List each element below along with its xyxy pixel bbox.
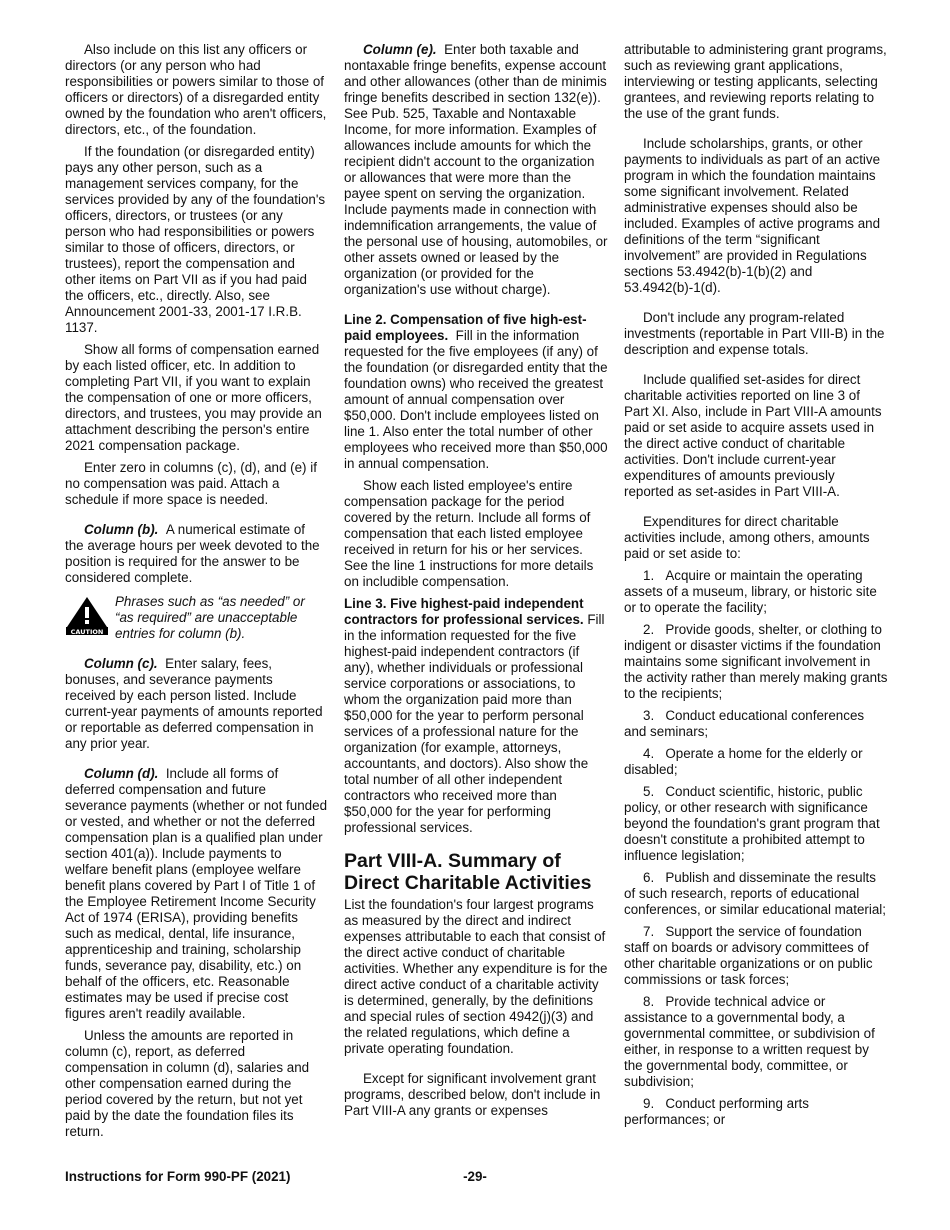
column-b-text: A numerical estimate of the average hours per week devoted to the position is required for the answer to be considered complete. [65, 522, 320, 585]
list-item: 5. Conduct scientific, historic, public policy, or other research with significance beyond the foundation's grant program that doesn't constitute a prohibited attempt to influence legislation; [624, 784, 880, 863]
paragraph: Expenditures for direct charitable activities include, among others, amounts paid or set aside to: [624, 514, 870, 561]
column-d-text: Include all forms of deferred compensation and future severance payments (whether or not funded or vested, and whether or not the deferred compensation plan is a qualified plan under section 401(a)). Include payments to welfare benefit plans (employee welfare benefit plans covered by Part I of Title 1 of the Employee Retirement Income Security Act of 1974 (ERISA), providing benefits such as medical, dental, life insurance, apprenticeship and training, scholarship funds, severance pay, disability, etc.) on behalf of the officers, etc. Reasonable estimates may be used if precise cost figures aren't readily available. [65, 766, 328, 1021]
line-2-text: Fill in the information requested for the five employees (if any) of the foundation (or disregarded entity that the foundation owns) who received the greatest amount of annual compensation over $50,000. Don't include employees listed on line 1. Also enter the total number of other employees who received more than $50,000 in annual compensation. [344, 328, 608, 471]
column-d-paragraph [65, 766, 327, 1022]
column-b-paragraph [65, 522, 327, 586]
caution-note [65, 594, 327, 642]
list-item: 8. Provide technical advice or assistance to a governmental body, a governmental committee, or subdivision of either, in response to a written request by the governmental body, committee, or subdivision; [624, 994, 875, 1089]
column-c-paragraph [65, 656, 327, 752]
paragraph: attributable to administering grant programs, such as reviewing grant applications, interviewing or testing applicants, selecting grantees, and reviewing reports relating to the use of the grant funds. [624, 42, 887, 121]
list-item: 6. Publish and disseminate the results of such research, reports of educational conferences, or similar educational material; [624, 870, 886, 917]
paragraph: Unless the amounts are reported in column (c), report, as deferred compensation in column (d), salaries and other compensation earned during the period covered by the return, but not yet paid by the date the foundation files its return. [65, 1028, 310, 1139]
paragraph: If the foundation (or disregarded entity) pays any other person, such as a management services company, for the services provided by any of the foundation's officers, directors, or trustees (or any person who had responsibilities or powers similar to those of officers, directors, or trustees), report the compensation and other items on Part VII as if you had paid the officers, etc., directly. Also, see Announcement 2001-33, 2001-17 I.R.B. 1137. [65, 144, 326, 335]
column-e-text: Enter both taxable and nontaxable fringe benefits, expense account and other allowances (other than de minimis fringe benefits described in section 132(e)). See Pub. 525, Taxable and Nontaxable Income, for more information. Examples of allowances include amounts for which the recipient didn't account to the organization or allowances that were more than the payee spent on serving the organization. Include payments made in connection with indemnification arrangements, the value of the personal use of housing, automobiles, or other assets owned or leased by the organization (or provided for the organization's use without charge). [344, 42, 608, 297]
list-item: 2. Provide goods, shelter, or clothing to indigent or disaster victims if the foundation maintains some significant involvement in the activity rather than merely making grants to the recipients; [624, 622, 888, 701]
caution-text: Phrases such as “as needed” or “as required” are unacceptable entries for column (b). [115, 594, 305, 641]
paragraph: Show each listed employee's entire compensation package for the period covered by the return. Include all forms of compensation that each listed employee received in return for his or her services. See the line 1 instructions for more details on includible compensation. [344, 478, 594, 589]
list-item: 7. Support the service of foundation staff on boards or advisory committees of other charitable organizations or on public commissions or task forces; [624, 924, 873, 987]
paragraph: List the foundation's four largest programs as measured by the direct and indirect expenses attributable to each that consist of the direct active conduct of charitable activities. Whether any expenditure is for the direct active conduct of a charitable activity is determined, generally, by the definitions and special rules of section 4942(j)(3) and the related regulations, which define a private operating foundation. [344, 897, 608, 1056]
column-e-lead: Column (e). [363, 42, 437, 57]
column-left [65, 42, 327, 1146]
line-3-lead: Line 3. Five highest-paid independent contractors for professional services. [344, 596, 584, 627]
paragraph: Include qualified set-asides for direct charitable activities reported on line 3 of Part XI. Also, include in Part VIII-A amounts paid or set aside to acquire assets used in the direct active conduct of charitable activities. Don't include current-year expenditures of amounts previously reported as set-asides in Part VIII-A. [624, 372, 882, 499]
paragraph: Show all forms of compensation earned by each listed officer, etc. In addition to completing Part VII, if you want to explain the compensation of one or more officers, directors, and trustees, you may provide an attachment describing the person's entire 2021 compensation package. [65, 342, 322, 453]
column-middle [344, 42, 608, 1125]
page-number: -29- [463, 1169, 487, 1184]
column-c-lead: Column (c). [84, 656, 158, 671]
paragraph: Enter zero in columns (c), (d), and (e) if no compensation was paid. Attach a schedule if more space is needed. [65, 460, 317, 507]
part-viii-a-heading: Part VIII-A. Summary of Direct Charitable Activities [344, 850, 592, 894]
paragraph: Except for significant involvement grant programs, described below, don't include in Part VIII-A any grants or expenses [344, 1071, 601, 1118]
form-title-footer: Instructions for Form 990-PF (2021) [65, 1169, 291, 1184]
caution-label: CAUTION [70, 627, 104, 636]
list-item: 1. Acquire or maintain the operating assets of a museum, library, or historic site or to operate the facility; [624, 568, 877, 615]
paragraph: Don't include any program-related investments (reportable in Part VIII-B) in the description and expense totals. [624, 310, 885, 357]
line-3-paragraph [344, 596, 608, 836]
column-e-paragraph [344, 42, 608, 298]
list-item: 3. Conduct educational conferences and seminars; [624, 708, 865, 739]
list-item: 9. Conduct performing arts performances; or [624, 1096, 809, 1127]
column-b-lead: Column (b). [84, 522, 159, 537]
paragraph: Include scholarships, grants, or other payments to individuals as part of an active program in which the foundation maintains some significant involvement. Related administrative expenses should also be included. Examples of active programs and definitions of the term “significant involvement” are provided in Regulations sections 53.4942(b)-1(b)(2) and 53.4942(b)-1(d). [624, 136, 881, 295]
line-2-lead: Line 2. Compensation of five high-est-paid employees. [344, 312, 587, 343]
line-2-paragraph [344, 312, 608, 472]
line-3-text: Fill in the information requested for the five highest-paid independent contractors (if any), whether individuals or professional service corporations or associations, to whom the organization paid more than $50,000 for the year to perform personal services of a professional nature for the organization (for example, attorneys, accountants, and doctors). Also show the total number of all other independent contractors who received more than $50,000 for the year for performing professional services. [344, 612, 605, 835]
column-c-text: Enter salary, fees, bonuses, and severance payments received by each person listed. Include current-year payments of amounts reported or reportable as deferred compensation in any prior year. [65, 656, 323, 751]
caution-icon [65, 596, 109, 636]
column-right [624, 42, 888, 1134]
list-item: 4. Operate a home for the elderly or disabled; [624, 746, 863, 777]
column-d-lead: Column (d). [84, 766, 159, 781]
paragraph: Also include on this list any officers or directors (or any person who had responsibilities or powers similar to those of officers or directors) of a disregarded entity owned by the foundation who aren't officers, directors, etc., of the foundation. [65, 42, 327, 137]
